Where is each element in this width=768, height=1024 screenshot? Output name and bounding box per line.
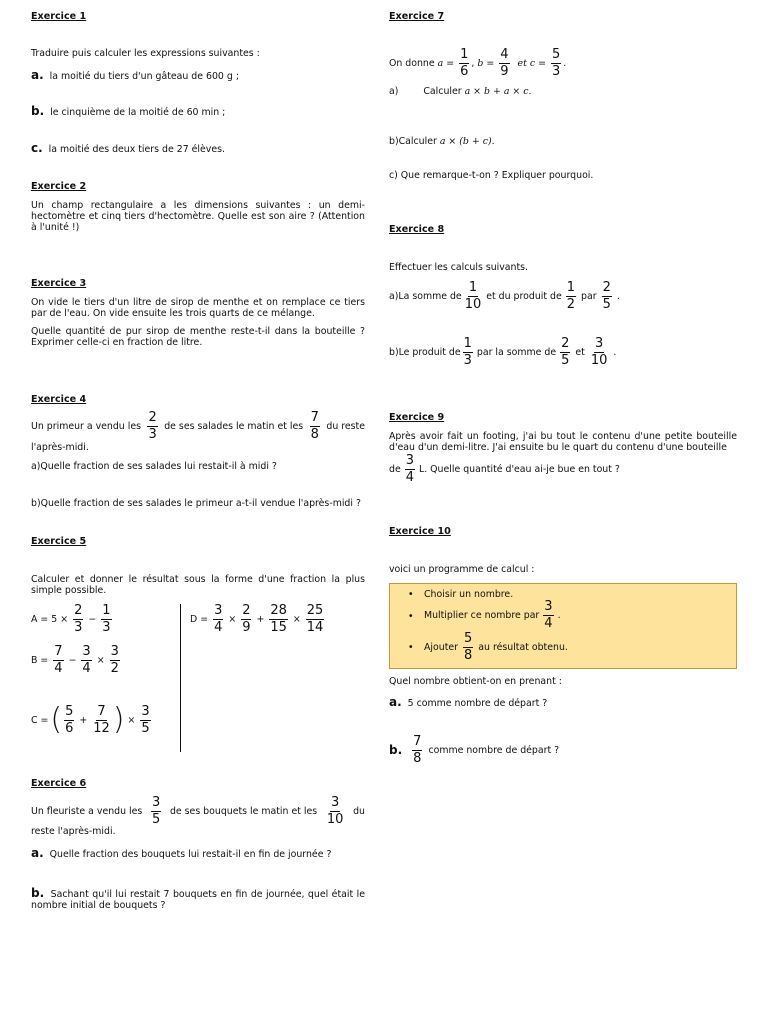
ex9-f-num: 3 [405, 453, 414, 468]
ex5-d-frac1 [213, 604, 223, 634]
ex5-d-f1-den: 4 [214, 619, 223, 635]
ex4-qb: b)Quelle fraction de ses salades le primeur a-t-il vendue l'après-midi ? [31, 498, 361, 509]
ex8-a-f1-num: 1 [468, 280, 478, 295]
ex1-a-text: la moitié du tiers d'un gâteau de 600 g ; [49, 71, 239, 82]
ex5-b-times: × [96, 654, 105, 666]
ex8-a-f1-den: 10 [464, 296, 482, 312]
ex8-b-f2-num: 2 [561, 336, 570, 351]
step3-num: 5 [464, 631, 473, 646]
ex5-d-f4-den: 14 [306, 619, 324, 635]
ex7-eq-c: = [538, 57, 546, 69]
ex10-a-text: 5 comme nombre de départ ? [407, 698, 548, 709]
step3-text: Ajouter [424, 641, 458, 653]
ex10-b-lead: b. [389, 743, 403, 758]
ex9-line2 [389, 454, 737, 484]
ex5-a-k: 5 [51, 613, 58, 625]
ex8-b3: et [575, 346, 585, 358]
ex4-t1: Un primeur a vendu les [31, 420, 141, 432]
ex4-f1-num: 2 [148, 410, 157, 425]
ex5-c-frac2 [92, 705, 111, 735]
step3-bullet: • [408, 642, 414, 653]
ex1-b-text: le cinquième de la moitié de 60 min ; [50, 107, 226, 118]
ex4-t2: de ses salades le matin et les [164, 420, 304, 432]
ex10-b-frac [412, 735, 422, 765]
ex7-var-a: a [437, 57, 444, 69]
ex8-b-frac2 [560, 337, 570, 367]
ex7-var-b: b [477, 57, 484, 69]
ex10-question: Quel nombre obtient-on en prenant : [389, 676, 562, 687]
ex5-b-frac3 [110, 645, 120, 675]
ex5-a-label: A = [31, 613, 49, 625]
ex5-expr-d [190, 604, 326, 634]
ex5-d-f2-num: 2 [242, 603, 251, 618]
ex5-b-label: B = [31, 654, 49, 666]
ex8-b2: par la somme de [476, 346, 557, 358]
ex8-a3: par [581, 290, 597, 302]
ex8-a-f2-num: 1 [566, 280, 576, 295]
step2-line [424, 600, 561, 630]
ex10-a-lead: a. [389, 695, 402, 709]
ex2-text: Un champ rectangulaire a les dimensions suivantes : un demi-hectomètre et cinq tiers d'hectomètre. Quelle est son aire ? (Attention à l'unité !) [31, 200, 365, 234]
ex5-d-times2: × [292, 613, 301, 625]
ex10-title: Exercice 10 [389, 526, 451, 537]
ex6-f2-den: 10 [326, 811, 344, 827]
ex5-c-f3-num: 3 [141, 704, 150, 719]
ex1-title: Exercice 1 [31, 11, 87, 22]
ex9-end: L. Quelle quantité d'eau ai-je bue en tout ? [419, 463, 620, 475]
ex7-frac-b [499, 48, 509, 78]
ex5-b-f1-num: 7 [54, 644, 63, 659]
ex4-line1 [31, 411, 365, 441]
ex7-eq-b: = [486, 57, 495, 69]
ex8-b-f1-num: 1 [463, 336, 472, 351]
ex8-b-frac3 [590, 337, 609, 367]
ex5-c-lparen: ( [50, 702, 63, 738]
ex10-b-text: comme nombre de départ ? [428, 744, 560, 756]
ex5-expr-b [31, 645, 122, 675]
ex7-fb-num: 4 [500, 47, 509, 62]
ex5-intro: Calculer et donner le résultat sous la forme d'une fraction la plus simple possible. [31, 574, 365, 597]
ex7-givens [389, 48, 737, 78]
ex1-intro: Traduire puis calculer les expressions suivantes : [31, 48, 260, 59]
ex5-d-f3-den: 15 [270, 619, 287, 635]
ex8-a-f3-num: 2 [602, 280, 611, 295]
ex5-a-frac2 [101, 604, 111, 634]
ex5-c-f2-den: 12 [93, 720, 110, 736]
ex5-expr-a [31, 604, 114, 634]
ex5-a-f1-num: 2 [74, 603, 83, 618]
ex6-f1-num: 3 [151, 795, 161, 810]
step2-text: Multiplier ce nombre par [424, 609, 540, 621]
ex5-c-f3-den: 5 [141, 720, 150, 736]
ex8-line-b [389, 337, 737, 367]
ex1-item-b [31, 104, 365, 118]
ex4-f1-den: 3 [148, 426, 157, 442]
step2-frac [543, 600, 553, 630]
ex6-t4: reste l'après-midi. [31, 826, 116, 837]
ex7-frac-a [459, 48, 469, 78]
ex7-comma: , [471, 57, 475, 69]
ex7-fb-den: 9 [500, 63, 509, 79]
ex8-b-f3-den: 10 [590, 352, 608, 368]
ex10-b-den: 8 [413, 750, 422, 766]
step2-den: 4 [544, 615, 553, 631]
ex5-divider [180, 604, 181, 752]
ex7-qb-text: b)Calculer [389, 136, 437, 147]
ex7-frac-c [551, 48, 561, 78]
ex7-qb [389, 136, 737, 147]
ex6-a-lead: a. [31, 846, 44, 860]
ex8-title: Exercice 8 [389, 224, 445, 235]
ex8-line-a [389, 281, 737, 311]
step3-frac [463, 632, 473, 662]
ex8-b-f2-den: 5 [561, 352, 570, 368]
ex5-d-plus: + [256, 613, 265, 625]
ex8-a-frac2 [566, 281, 576, 311]
ex6-line1 [31, 796, 365, 826]
ex7-fa-num: 1 [460, 47, 469, 62]
ex6-item-a [31, 846, 365, 860]
ex10-item-a [389, 695, 737, 709]
ex8-a-f2-den: 2 [566, 296, 576, 312]
ex2-title: Exercice 2 [31, 181, 87, 192]
ex5-d-frac3 [269, 604, 288, 634]
ex9-p1: Après avoir fait un footing, j'ai bu tout le contenu d'une petite bouteille d'eau d'un demi-litre. J'ai ensuite bu le quart du contenu d'une bouteille [389, 431, 737, 454]
ex5-c-f2-num: 7 [97, 704, 106, 719]
ex4-f2-den: 8 [310, 426, 319, 442]
ex8-intro: Effectuer les calculs suivants. [389, 262, 529, 273]
ex5-b-frac1 [53, 645, 63, 675]
ex1-b-lead: b. [31, 104, 45, 118]
ex8-b4: . [613, 346, 617, 358]
step3-den: 8 [464, 647, 473, 663]
ex10-b-num: 7 [413, 734, 422, 749]
ex10-intro: voici un programme de calcul : [389, 564, 535, 575]
ex6-frac2 [326, 796, 345, 826]
ex6-t1: Un fleuriste a vendu les [31, 805, 143, 817]
ex8-b-frac1 [463, 337, 473, 367]
ex5-c-label: C = [31, 714, 49, 726]
ex7-var-c: c [529, 57, 536, 69]
ex5-d-times1: × [228, 613, 237, 625]
ex5-c-f1-den: 6 [65, 720, 74, 736]
ex6-frac1 [151, 796, 161, 826]
ex5-a-frac1 [73, 604, 83, 634]
step2-end: . [557, 609, 561, 621]
ex7-dot: . [563, 57, 567, 69]
step1-text: Choisir un nombre. [424, 589, 514, 600]
ex9-de: de [389, 463, 401, 475]
ex8-a2: et du produit de [486, 290, 562, 302]
ex6-a-text: Quelle fraction des bouquets lui restait-il en fin de journée ? [49, 849, 332, 860]
ex1-a-lead: a. [31, 68, 44, 82]
ex5-d-f3-num: 28 [270, 603, 287, 618]
ex6-b-lead: b. [31, 886, 45, 900]
ex5-b-f2-den: 4 [82, 660, 91, 676]
ex5-c-frac3 [140, 705, 150, 735]
ex8-b1: b)Le produit de [389, 346, 461, 358]
ex7-fa-den: 6 [460, 63, 469, 79]
ex5-b-f3-num: 3 [110, 644, 119, 659]
ex10-item-b [389, 735, 737, 765]
ex5-d-frac2 [241, 604, 251, 634]
ex4-frac1 [147, 411, 157, 441]
ex5-d-f2-den: 9 [242, 619, 251, 635]
ex6-b-text: Sachant qu'il lui restait 7 bouquets en fin de journée, quel était le nombre initial de bouquets ? [31, 889, 365, 912]
ex7-qc: c) Que remarque-t-on ? Expliquer pourquoi. [389, 170, 594, 181]
ex5-c-rparen: ) [112, 702, 125, 738]
ex4-t3: du reste [326, 420, 365, 432]
ex6-item-b [31, 886, 365, 911]
ex7-qa-lead: a) [389, 86, 399, 97]
ex5-b-f3-den: 2 [110, 660, 119, 676]
ex7-fc-num: 5 [551, 47, 561, 62]
step1-bullet: • [408, 589, 414, 600]
ex4-t4: l'après-midi. [31, 442, 89, 453]
ex5-a-f2-den: 3 [102, 619, 111, 635]
ex5-d-label: D = [190, 613, 209, 625]
ex6-t3: du [353, 805, 365, 817]
ex4-qa: a)Quelle fraction de ses salades lui restait-il à midi ? [31, 461, 277, 472]
ex5-d-f4-num: 25 [306, 603, 324, 618]
ex9-f-den: 4 [405, 469, 414, 485]
ex4-frac2 [310, 411, 320, 441]
ex5-d-f1-num: 3 [214, 603, 223, 618]
ex5-b-f2-num: 3 [82, 644, 91, 659]
ex4-title: Exercice 4 [31, 394, 87, 405]
ex7-qa [389, 86, 737, 97]
ex5-c-times: × [127, 714, 136, 726]
ex5-a-times: × [60, 613, 69, 625]
ex5-expr-c [31, 702, 153, 738]
ex8-a4: . [616, 290, 620, 302]
ex5-d-frac4 [306, 604, 325, 634]
ex3-p2: Quelle quantité de pur sirop de menthe reste-t-il dans la bouteille ? Exprimer celle-ci en fraction de litre. [31, 326, 365, 349]
ex8-a-frac3 [602, 281, 612, 311]
ex6-t2: de ses bouquets le matin et les [169, 805, 318, 817]
ex4-f2-num: 7 [310, 410, 319, 425]
ex7-title: Exercice 7 [389, 11, 445, 22]
ex5-c-frac1 [64, 705, 74, 735]
ex7-qb-expr: a × (b + c). [439, 136, 495, 147]
ex7-eq-a: = [446, 57, 455, 69]
ex5-a-f2-num: 1 [102, 603, 111, 618]
ex8-a1: a)La somme de [389, 290, 462, 302]
ex7-fc-den: 3 [551, 63, 561, 79]
ex1-item-a [31, 68, 365, 82]
ex1-c-lead: c. [31, 141, 43, 155]
ex8-a-f3-den: 5 [602, 296, 611, 312]
ex5-b-minus: − [68, 654, 77, 666]
ex7-t1: On donne [389, 57, 435, 69]
ex5-b-frac2 [81, 645, 91, 675]
ex9-frac [405, 454, 415, 484]
program-box [389, 583, 737, 669]
ex1-item-c [31, 141, 365, 155]
ex3-title: Exercice 3 [31, 278, 87, 289]
ex7-et: et [517, 57, 527, 69]
ex6-title: Exercice 6 [31, 778, 87, 789]
ex7-qa-text: Calculer [423, 86, 462, 97]
step3-end: au résultat obtenu. [478, 641, 568, 653]
step2-num: 3 [544, 599, 553, 614]
ex5-c-f1-num: 5 [65, 704, 74, 719]
ex6-f2-num: 3 [330, 795, 340, 810]
ex8-b-f3-num: 3 [594, 336, 604, 351]
ex5-c-plus: + [79, 714, 88, 726]
ex8-a-frac1 [464, 281, 483, 311]
step2-bullet: • [408, 611, 414, 622]
ex5-b-f1-den: 4 [54, 660, 63, 676]
ex6-f1-den: 5 [151, 811, 161, 827]
ex3-p1: On vide le tiers d'un litre de sirop de menthe et on remplace ce tiers par de l'eau. On vide ensuite les trois quarts de ce mélange. [31, 297, 365, 320]
ex1-c-text: la moitié des deux tiers de 27 élèves. [48, 144, 225, 155]
ex8-b-f1-den: 3 [463, 352, 472, 368]
step3-line [424, 632, 568, 662]
ex7-qa-expr: a × b + a × c. [464, 86, 532, 97]
ex5-a-minus: − [88, 613, 97, 625]
ex5-title: Exercice 5 [31, 536, 87, 547]
ex5-a-f1-den: 3 [74, 619, 83, 635]
ex9-title: Exercice 9 [389, 412, 445, 423]
